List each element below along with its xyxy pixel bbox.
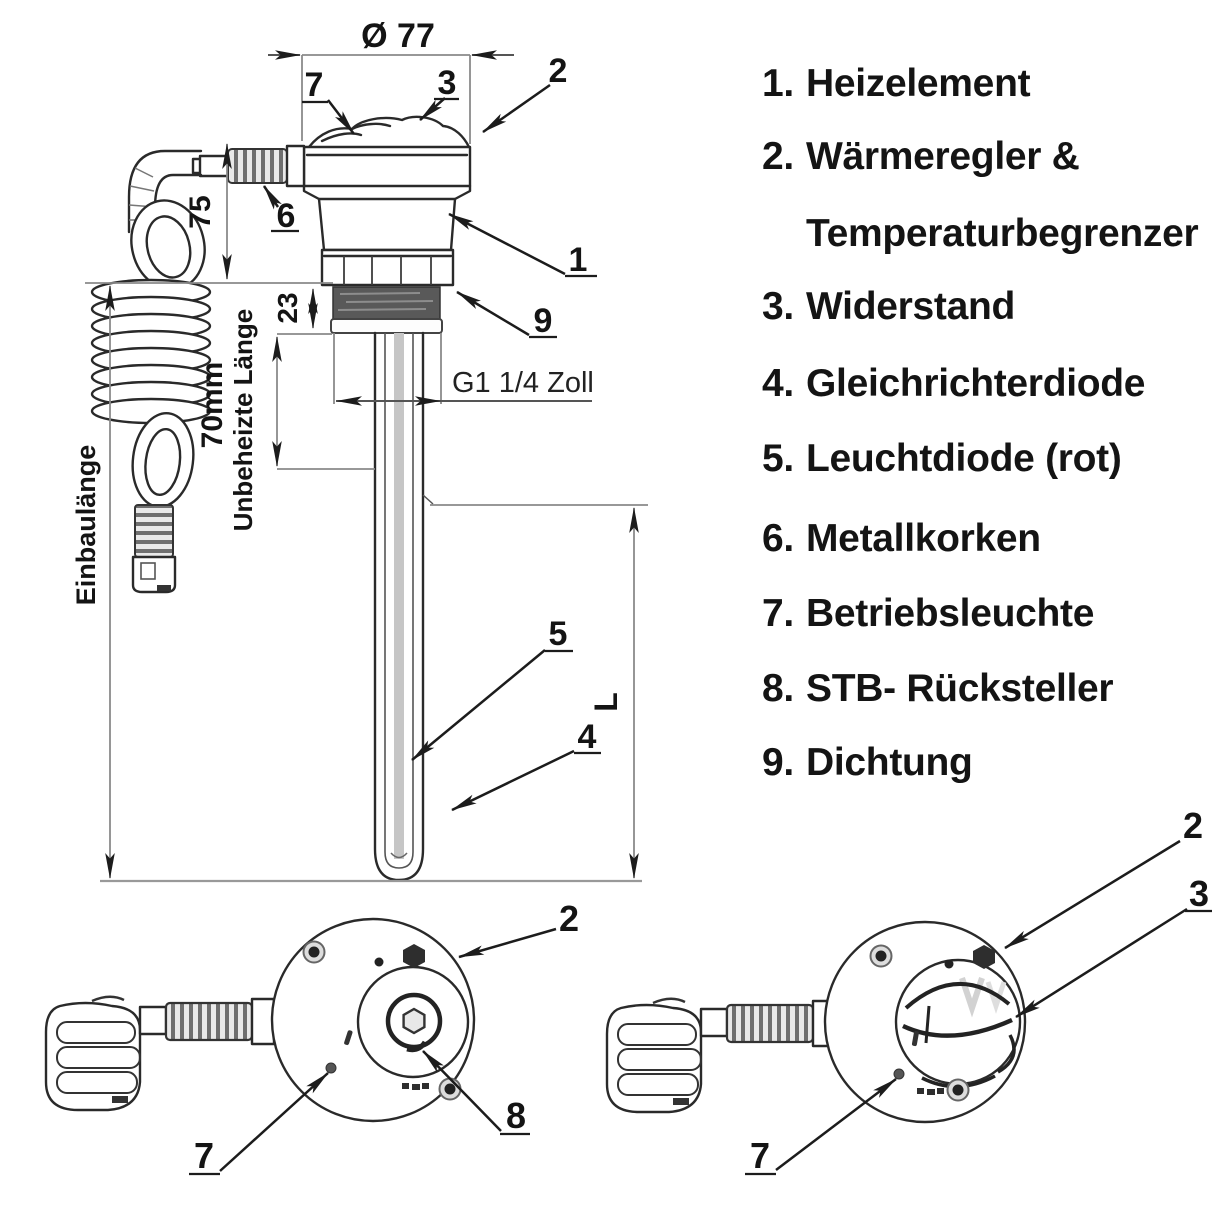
item-number: 7. [762,592,794,635]
item-label: Leuchtdiode (rot) [806,437,1122,480]
item-number: 9. [762,741,794,784]
bottom-right-top-view [607,805,1212,1176]
item-label: Widerstand [806,285,1016,328]
item-label: STB- Rücksteller [806,667,1114,710]
index-dot [375,958,384,967]
item-label: Wärmeregler & [806,135,1080,178]
cable-assembly-top-view-right [607,999,835,1112]
callout-2-bl: 2 [558,898,580,939]
heater-head [304,117,470,333]
terminal-marks [917,1088,944,1095]
index-dot [945,960,954,969]
item-number: 4. [762,362,794,405]
callout-8-bl: 8 [505,1095,527,1136]
item-label: Metallkorken [806,517,1041,560]
cable-loop-bottom [127,410,198,511]
item-label: Gleichrichterdiode [806,362,1146,405]
hex-socket [404,1009,425,1033]
dim-23-label: 23 [272,292,303,324]
callout-7-br: 7 [749,1135,771,1176]
callout-2-main: 2 [548,52,568,90]
callout-6-main: 6 [276,197,296,235]
dimension-unheated-length [196,309,375,531]
indicator-lamp-dot [894,1069,904,1079]
cable-assembly-top-view [46,997,274,1110]
item-number: 1. [762,62,794,105]
callout-1-main: 1 [568,241,588,279]
callout-5-main: 5 [548,615,568,653]
cap-shoulder [304,186,470,199]
gland-collar [252,999,274,1044]
item-number: 5. [762,437,794,480]
cable-gland [166,1003,252,1040]
callout-4-main: 4 [577,718,597,756]
tube-highlight [394,333,404,859]
callout-3-br: 3 [1188,873,1210,914]
tube-notch [423,495,433,504]
callout-7-main: 7 [304,66,324,104]
item-number: 3. [762,285,794,328]
gland-collar [287,146,304,186]
install-length-label: Einbaulänge [71,444,101,606]
unheated-length-label: Unbeheizte Länge [228,308,258,532]
indicator-lamp-dot [326,1063,336,1073]
upper-body [319,199,455,250]
diameter-label: Ø 77 [361,17,435,55]
dimension-L [430,505,648,878]
plug-strain-relief [135,505,173,557]
item-label: Dichtung [806,741,973,784]
cap-dome [309,117,469,147]
cap-dome-accent [322,133,361,141]
dimension-23 [272,289,313,328]
dim-75-label: 75 [184,195,217,229]
cap-body [304,147,470,186]
dial-opening [896,960,1020,1084]
terminal-marks [402,1083,429,1090]
seal-flange [331,319,442,333]
cable-tube [140,1007,166,1034]
bottom-left-top-view [46,898,579,1176]
thread-spec-label: G1 1/4 Zoll [452,367,594,399]
item-number: 8. [762,667,794,710]
item-label: Heizelement [806,62,1031,105]
main-side-view [71,17,648,881]
item-number: 6. [762,517,794,560]
cable-stub [200,156,228,176]
pipe-thread [333,287,440,319]
dimension-thread-spec [334,333,594,404]
heating-tube [375,333,433,880]
item-label: Betriebsleuchte [806,592,1095,635]
callout-2-br: 2 [1182,805,1204,846]
dim-L-label: L [588,692,624,712]
item-number: 2. [762,135,794,178]
parts-list-item-2-cont: Temperaturbegrenzer [806,212,1199,255]
cable-gland [228,149,287,183]
dim-70mm-label: 70mm [196,361,229,449]
callout-9-main: 9 [533,302,553,340]
callout-3-main: 3 [437,64,457,102]
callout-7-bl: 7 [193,1135,215,1176]
